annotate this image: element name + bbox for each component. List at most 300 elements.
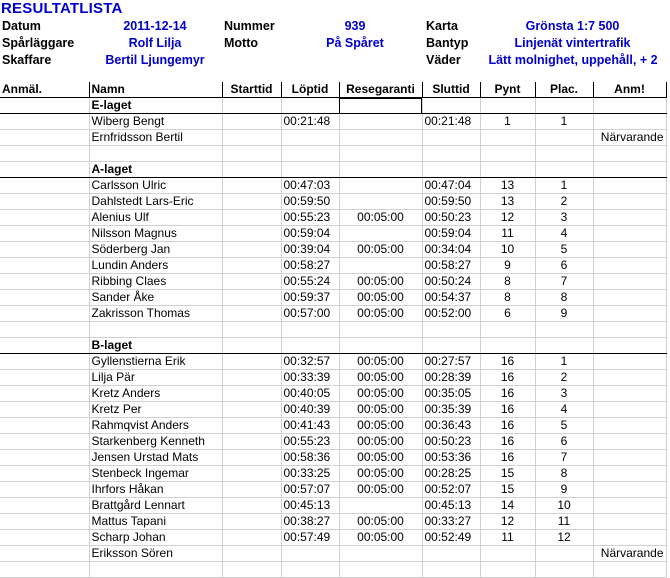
cell-start[interactable] [222,434,281,450]
cell-loptid[interactable]: 00:47:03 [281,178,339,194]
cell-anmal[interactable] [0,274,89,290]
motto-value[interactable]: På Spåret [326,36,384,50]
sparlaggare-value[interactable]: Rolf Lilja [128,36,182,50]
cell-slut[interactable]: 00:28:25 [422,466,480,482]
cell-slut[interactable]: 00:58:27 [422,258,480,274]
cell-anm[interactable]: Närvarande [593,546,666,562]
cell-loptid[interactable]: 00:33:39 [281,370,339,386]
nummer-value[interactable]: 939 [344,19,366,33]
cell-start[interactable] [222,546,281,562]
cell-rese[interactable]: 00:05:00 [339,418,422,434]
cell-pynt[interactable] [480,98,535,114]
cell-anmal[interactable] [0,146,89,162]
cell-namn[interactable]: Stenbeck Ingemar [89,466,222,482]
cell-plac[interactable]: 1 [535,354,593,370]
cell-anm[interactable] [593,466,666,482]
cell-loptid[interactable]: 00:32:57 [281,354,339,370]
cell-namn[interactable]: Brattgård Lennart [89,498,222,514]
group-header-row [0,162,666,178]
cell-anm[interactable] [593,258,666,274]
cell-anm[interactable] [593,242,666,258]
blank-row [0,146,666,162]
cell-start[interactable] [222,450,281,466]
cell-namn[interactable]: Kretz Per [89,402,222,418]
cell-start[interactable] [222,530,281,546]
cell-pynt[interactable]: 8 [480,274,535,290]
cell-rese[interactable] [339,98,422,114]
cell-anm[interactable] [593,306,666,322]
bantyp-value[interactable]: Linjenät vintertrafik [514,36,631,50]
cell-anm[interactable] [593,178,666,194]
cell-plac[interactable]: 4 [535,402,593,418]
cell-start[interactable] [222,258,281,274]
vader-value[interactable]: Lätt molnighet, uppehåll, + 2 [488,53,658,67]
cell-pynt[interactable]: 16 [480,418,535,434]
cell-anm[interactable] [593,402,666,418]
cell-pynt[interactable]: 16 [480,354,535,370]
cell-slut[interactable]: 00:35:39 [422,402,480,418]
cell-plac[interactable] [535,98,593,114]
cell-start[interactable] [222,498,281,514]
column-header[interactable]: Sluttid [422,82,480,98]
cell-anmal[interactable] [0,114,89,130]
cell-anm[interactable] [593,146,666,162]
cell-anm[interactable] [593,530,666,546]
datum-label: Datum [2,19,41,33]
cell-rese[interactable] [339,194,422,210]
column-header[interactable]: Pynt [480,82,535,98]
group-header-row [0,98,666,114]
cell-loptid[interactable]: 00:40:05 [281,386,339,402]
cell-namn[interactable]: Kretz Anders [89,386,222,402]
cell-anm[interactable] [593,354,666,370]
cell-namn[interactable]: Scharp Johan [89,530,222,546]
cell-anm[interactable] [593,98,666,114]
cell-anm[interactable] [593,498,666,514]
cell-start[interactable] [222,514,281,530]
cell-rese[interactable] [339,130,422,146]
cell-slut[interactable]: 00:27:57 [422,354,480,370]
cell-loptid[interactable] [281,146,339,162]
cell-rese[interactable]: 00:05:00 [339,242,422,258]
cell-namn[interactable]: Gyllenstierna Erik [89,354,222,370]
cell-loptid[interactable] [281,562,339,578]
cell-pynt[interactable]: 11 [480,530,535,546]
cell-namn[interactable] [89,322,222,338]
cell-anm[interactable] [593,514,666,530]
cell-anm[interactable] [593,290,666,306]
cell-anm[interactable] [593,322,666,338]
cell-rese[interactable] [339,162,422,178]
cell-anmal[interactable] [0,194,89,210]
cell-plac[interactable]: 8 [535,290,593,306]
cell-anm[interactable] [593,194,666,210]
cell-rese[interactable]: 00:05:00 [339,306,422,322]
cell-namn[interactable]: Zakrisson Thomas [89,306,222,322]
cell-loptid[interactable]: 00:59:04 [281,226,339,242]
cell-plac[interactable]: 1 [535,178,593,194]
cell-pynt[interactable]: 13 [480,194,535,210]
cell-loptid[interactable]: 00:55:24 [281,274,339,290]
cell-anm[interactable]: Närvarande [593,130,666,146]
table-row [0,498,666,514]
column-header[interactable]: Löptid [281,82,339,98]
cell-pynt[interactable]: 16 [480,386,535,402]
karta-value[interactable]: Grönsta 1:7 500 [525,19,620,33]
cell-plac[interactable]: 1 [535,114,593,130]
cell-anmal[interactable] [0,162,89,178]
cell-plac[interactable] [535,130,593,146]
cell-anm[interactable] [593,162,666,178]
cell-plac[interactable]: 8 [535,466,593,482]
cell-slut[interactable] [422,338,480,354]
cell-pynt[interactable]: 16 [480,434,535,450]
cell-start[interactable] [222,386,281,402]
cell-anmal[interactable] [0,242,89,258]
cell-start[interactable] [222,114,281,130]
cell-pynt[interactable]: 12 [480,514,535,530]
cell-plac[interactable]: 9 [535,306,593,322]
cell-loptid[interactable] [281,130,339,146]
cell-namn[interactable]: Ribbing Claes [89,274,222,290]
cell-plac[interactable]: 4 [535,226,593,242]
cell-plac[interactable]: 3 [535,210,593,226]
cell-loptid[interactable] [281,98,339,114]
cell-namn[interactable]: Mattus Tapani [89,514,222,530]
cell-start[interactable] [222,226,281,242]
cell-slut[interactable]: 00:35:05 [422,386,480,402]
cell-start[interactable] [222,482,281,498]
cell-rese[interactable]: 00:05:00 [339,450,422,466]
cell-namn[interactable]: Lundin Anders [89,258,222,274]
cell-slut[interactable]: 00:28:39 [422,370,480,386]
cell-pynt[interactable] [480,322,535,338]
cell-pynt[interactable]: 16 [480,450,535,466]
cell-namn[interactable]: Eriksson Sören [89,546,222,562]
cell-slut[interactable] [422,322,480,338]
cell-start[interactable] [222,274,281,290]
cell-loptid[interactable]: 00:39:04 [281,242,339,258]
cell-start[interactable] [222,178,281,194]
cell-anm[interactable] [593,274,666,290]
column-header[interactable]: Plac. [535,82,593,98]
cell-plac[interactable]: 6 [535,258,593,274]
cell-start[interactable] [222,370,281,386]
cell-loptid[interactable]: 00:57:07 [281,482,339,498]
cell-loptid[interactable] [281,322,339,338]
cell-plac[interactable]: 5 [535,418,593,434]
cell-rese[interactable]: 00:05:00 [339,370,422,386]
cell-namn[interactable]: Starkenberg Kenneth [89,434,222,450]
cell-start[interactable] [222,162,281,178]
cell-namn[interactable]: E-laget [89,98,222,114]
cell-namn[interactable] [89,146,222,162]
cell-start[interactable] [222,210,281,226]
cell-plac[interactable] [535,162,593,178]
cell-rese[interactable]: 00:05:00 [339,514,422,530]
cell-namn[interactable] [89,562,222,578]
cell-anmal[interactable] [0,226,89,242]
results-table [0,82,667,578]
cell-slut[interactable]: 00:52:00 [422,306,480,322]
cell-plac[interactable]: 10 [535,498,593,514]
cell-loptid[interactable]: 00:58:36 [281,450,339,466]
cell-anmal[interactable] [0,402,89,418]
cell-rese[interactable]: 00:05:00 [339,210,422,226]
cell-namn[interactable]: Alenius Ulf [89,210,222,226]
cell-slut[interactable]: 00:50:24 [422,274,480,290]
cell-start[interactable] [222,290,281,306]
cell-pynt[interactable]: 10 [480,242,535,258]
cell-namn[interactable]: Ernfridsson Bertil [89,130,222,146]
cell-start[interactable] [222,354,281,370]
cell-anm[interactable] [593,434,666,450]
cell-loptid[interactable] [281,338,339,354]
cell-pynt[interactable]: 6 [480,306,535,322]
cell-rese[interactable] [339,226,422,242]
cell-rese[interactable]: 00:05:00 [339,434,422,450]
cell-slut[interactable]: 00:54:37 [422,290,480,306]
cell-slut[interactable]: 00:59:04 [422,226,480,242]
cell-anm[interactable] [593,562,666,578]
cell-slut[interactable] [422,130,480,146]
cell-start[interactable] [222,146,281,162]
cell-pynt[interactable]: 12 [480,210,535,226]
cell-start[interactable] [222,402,281,418]
table-row [0,530,666,546]
cell-anm[interactable] [593,338,666,354]
cell-rese[interactable]: 00:05:00 [339,482,422,498]
table-row [0,226,666,242]
skaffare-value[interactable]: Bertil Ljungemyr [105,53,205,67]
cell-start[interactable] [222,338,281,354]
cell-plac[interactable]: 6 [535,434,593,450]
cell-rese[interactable] [339,114,422,130]
cell-loptid[interactable]: 00:45:13 [281,498,339,514]
cell-namn[interactable]: Nilsson Magnus [89,226,222,242]
cell-pynt[interactable] [480,338,535,354]
column-header[interactable]: Namn [89,82,222,98]
cell-anmal[interactable] [0,562,89,578]
cell-namn[interactable]: B-laget [89,338,222,354]
cell-slut[interactable] [422,146,480,162]
cell-loptid[interactable] [281,162,339,178]
cell-plac[interactable] [535,546,593,562]
cell-anm[interactable] [593,114,666,130]
cell-anmal[interactable] [0,354,89,370]
cell-anm[interactable] [593,210,666,226]
cell-namn[interactable]: Wiberg Bengt [89,114,222,130]
cell-namn[interactable]: Söderberg Jan [89,242,222,258]
cell-slut[interactable] [422,562,480,578]
column-header[interactable]: Anm! [593,82,666,98]
cell-rese[interactable]: 00:05:00 [339,386,422,402]
cell-rese[interactable]: 00:05:00 [339,530,422,546]
cell-slut[interactable]: 00:50:23 [422,210,480,226]
cell-pynt[interactable] [480,562,535,578]
cell-namn[interactable]: Sander Åke [89,290,222,306]
cell-anm[interactable] [593,386,666,402]
cell-plac[interactable]: 9 [535,482,593,498]
cell-namn[interactable]: Lilja Pär [89,370,222,386]
cell-start[interactable] [222,306,281,322]
cell-pynt[interactable]: 16 [480,402,535,418]
cell-plac[interactable]: 11 [535,514,593,530]
cell-anmal[interactable] [0,338,89,354]
cell-anmal[interactable] [0,306,89,322]
cell-rese[interactable] [339,562,422,578]
table-row [0,290,666,306]
cell-loptid[interactable] [281,546,339,562]
column-header[interactable]: Starttid [222,82,281,98]
cell-loptid[interactable]: 00:57:49 [281,530,339,546]
cell-loptid[interactable]: 00:33:25 [281,466,339,482]
cell-rese[interactable]: 00:05:00 [339,354,422,370]
cell-anmal[interactable] [0,546,89,562]
cell-namn[interactable]: Rahmqvist Anders [89,418,222,434]
cell-anm[interactable] [593,450,666,466]
cell-pynt[interactable] [480,546,535,562]
cell-rese[interactable] [339,322,422,338]
cell-loptid[interactable]: 00:59:50 [281,194,339,210]
cell-anmal[interactable] [0,290,89,306]
cell-anmal[interactable] [0,386,89,402]
cell-start[interactable] [222,322,281,338]
cell-slut[interactable]: 00:21:48 [422,114,480,130]
cell-anmal[interactable] [0,466,89,482]
cell-anmal[interactable] [0,450,89,466]
cell-plac[interactable] [535,562,593,578]
cell-start[interactable] [222,562,281,578]
cell-rese[interactable] [339,498,422,514]
cell-slut[interactable]: 00:33:27 [422,514,480,530]
cell-slut[interactable]: 00:59:50 [422,194,480,210]
cell-plac[interactable]: 5 [535,242,593,258]
cell-slut[interactable] [422,546,480,562]
cell-rese[interactable]: 00:05:00 [339,274,422,290]
cell-slut[interactable]: 00:45:13 [422,498,480,514]
cell-namn[interactable]: A-laget [89,162,222,178]
cell-anmal[interactable] [0,434,89,450]
cell-pynt[interactable]: 13 [480,178,535,194]
cell-start[interactable] [222,466,281,482]
cell-slut[interactable] [422,162,480,178]
cell-start[interactable] [222,242,281,258]
cell-anmal[interactable] [0,482,89,498]
cell-pynt[interactable]: 9 [480,258,535,274]
cell-namn[interactable]: Jensen Urstad Mats [89,450,222,466]
cell-slut[interactable]: 00:50:23 [422,434,480,450]
cell-anmal[interactable] [0,514,89,530]
cell-start[interactable] [222,130,281,146]
table-row [0,418,666,434]
cell-anmal[interactable] [0,178,89,194]
cell-pynt[interactable]: 15 [480,482,535,498]
cell-anmal[interactable] [0,498,89,514]
blank-row [0,562,666,578]
cell-slut[interactable]: 00:52:07 [422,482,480,498]
datum-value[interactable]: 2011-12-14 [123,19,187,33]
table-row [0,450,666,466]
cell-pynt[interactable]: 1 [480,114,535,130]
cell-anmal[interactable] [0,258,89,274]
cell-rese[interactable]: 00:05:00 [339,466,422,482]
cell-rese[interactable]: 00:05:00 [339,290,422,306]
cell-start[interactable] [222,418,281,434]
cell-loptid[interactable]: 00:55:23 [281,434,339,450]
cell-namn[interactable]: Dahlstedt Lars-Eric [89,194,222,210]
table-row [0,434,666,450]
cell-slut[interactable]: 00:52:49 [422,530,480,546]
cell-anmal[interactable] [0,418,89,434]
cell-loptid[interactable]: 00:59:37 [281,290,339,306]
cell-anmal[interactable] [0,530,89,546]
cell-rese[interactable] [339,338,422,354]
cell-anm[interactable] [593,482,666,498]
cell-loptid[interactable]: 00:57:00 [281,306,339,322]
cell-slut[interactable]: 00:36:43 [422,418,480,434]
cell-anm[interactable] [593,226,666,242]
cell-anm[interactable] [593,370,666,386]
cell-anmal[interactable] [0,98,89,114]
cell-anmal[interactable] [0,370,89,386]
cell-plac[interactable]: 12 [535,530,593,546]
cell-loptid[interactable]: 00:58:27 [281,258,339,274]
cell-plac[interactable]: 3 [535,386,593,402]
cell-loptid[interactable]: 00:55:23 [281,210,339,226]
cell-slut[interactable]: 00:47:04 [422,178,480,194]
cell-plac[interactable]: 2 [535,370,593,386]
cell-pynt[interactable]: 11 [480,226,535,242]
cell-anmal[interactable] [0,322,89,338]
cell-slut[interactable]: 00:34:04 [422,242,480,258]
cell-rese[interactable] [339,546,422,562]
cell-pynt[interactable]: 14 [480,498,535,514]
cell-pynt[interactable] [480,130,535,146]
column-header[interactable]: Resegaranti [339,82,422,98]
cell-loptid[interactable]: 00:41:43 [281,418,339,434]
cell-rese[interactable] [339,258,422,274]
cell-plac[interactable]: 2 [535,194,593,210]
column-header[interactable]: Anmäl. [0,82,89,98]
cell-loptid[interactable]: 00:40:39 [281,402,339,418]
cell-rese[interactable]: 00:05:00 [339,402,422,418]
cell-namn[interactable]: Carlsson Ulric [89,178,222,194]
cell-anm[interactable] [593,418,666,434]
cell-namn[interactable]: Ihrfors Håkan [89,482,222,498]
cell-pynt[interactable]: 16 [480,370,535,386]
cell-loptid[interactable]: 00:21:48 [281,114,339,130]
cell-plac[interactable]: 7 [535,450,593,466]
cell-plac[interactable]: 7 [535,274,593,290]
cell-pynt[interactable] [480,162,535,178]
cell-plac[interactable] [535,338,593,354]
cell-rese[interactable] [339,178,422,194]
cell-plac[interactable] [535,146,593,162]
cell-rese[interactable] [339,146,422,162]
cell-pynt[interactable]: 8 [480,290,535,306]
cell-pynt[interactable] [480,146,535,162]
cell-start[interactable] [222,98,281,114]
cell-anmal[interactable] [0,210,89,226]
cell-loptid[interactable]: 00:38:27 [281,514,339,530]
cell-anmal[interactable] [0,130,89,146]
cell-slut[interactable]: 00:53:36 [422,450,480,466]
cell-start[interactable] [222,194,281,210]
cell-pynt[interactable]: 15 [480,466,535,482]
cell-slut[interactable] [422,98,480,114]
cell-plac[interactable] [535,322,593,338]
